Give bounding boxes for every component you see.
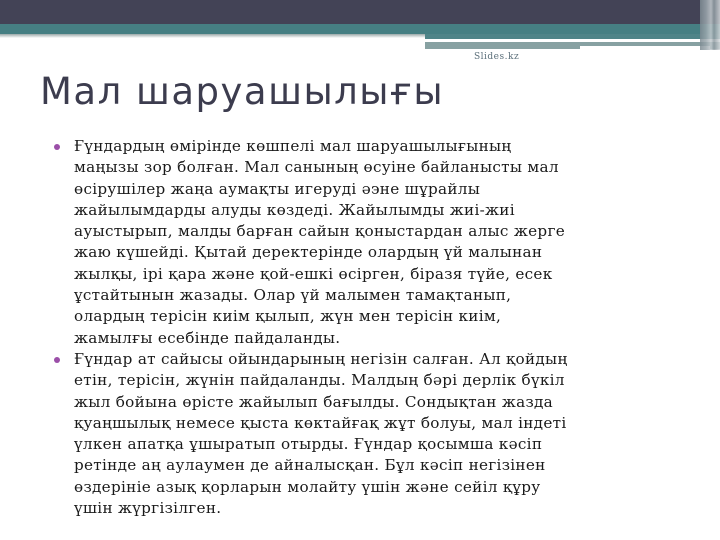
bullet-item (52, 349, 682, 519)
bullet-text (74, 349, 682, 519)
header-dark-band (0, 0, 720, 24)
bullet-item (52, 136, 682, 349)
text-line: өздерініе азық қорларын молайту үшін және сейіл құру (74, 477, 541, 496)
text-line: жаю күшейді. Қытай деректерінде олардың үй малынан (74, 243, 543, 262)
text-line: жыл бойына өрісте жайылып бағылды. Сондықтан жазда (74, 392, 554, 411)
text-line: жылқы, ірі қара және қой-ешкі өсірген, біразя түйе, есек (74, 264, 553, 283)
slide-body (52, 136, 682, 519)
bullet-text (74, 136, 682, 349)
text-line: маңызы зор болған. Мал санының өсуіне байланысты мал (74, 158, 559, 177)
watermark-text: Slides.kz (474, 52, 520, 62)
decorative-edge-stripes (700, 0, 720, 50)
text-line: ауыстырып, малды барған сайын қоныстардан алыс жерге (74, 222, 565, 241)
text-line: қуаңшылық немесе қыста көктайғақ жұт болуы, мал індеті (74, 413, 567, 432)
text-line: етін, терісін, жүнін пайдаланды. Малдың бәрі дерлік бүкіл (74, 371, 565, 390)
text-line: өсірушілер жаңа аумақты игеруді әэне шұрайлы (74, 179, 481, 198)
text-line: жамылғы есебінде пайдаланды. (74, 328, 341, 347)
header-shadow (0, 34, 430, 38)
decorative-white-bar-short (580, 46, 710, 50)
text-line: Ғүндар ат сайысы ойындарының негізін салған. Ал қойдың (74, 349, 568, 368)
text-line: олардың терісін киім қылып, жүн мен терісін киім, (74, 307, 502, 326)
text-line: Ғүндардың өмірінде көшпелі мал шаруашылығының (74, 137, 512, 155)
text-line: үшін жүргізілген. (74, 499, 222, 518)
text-line: ретінде аң аулаумен де айналысқан. Бұл кәсіп негізінен (74, 456, 546, 475)
text-line: ұстайтынын жазады. Олар үй малымен тамақтанып, (74, 286, 512, 305)
header-teal-band (0, 24, 720, 34)
text-line: жайылымдарды алуды көздеді. Жайылымды жиі-жиі (74, 200, 515, 219)
bullet-dot-icon (54, 144, 60, 150)
text-line: үлкен апатқа ұшыратып отырды. Ғүндар қосымша кәсіп (74, 435, 543, 454)
bullet-dot-icon (54, 357, 60, 363)
decorative-white-bar (425, 39, 665, 42)
slide-title: Мал шаруашылығы (40, 70, 445, 113)
